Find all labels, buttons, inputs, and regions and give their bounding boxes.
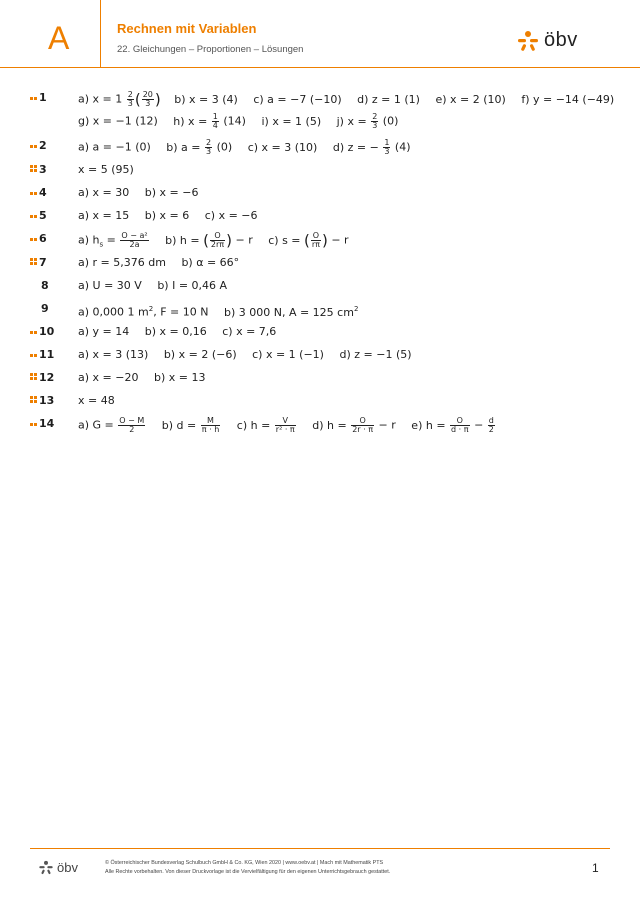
- difficulty-marker-icon: [30, 418, 37, 428]
- difficulty-marker-icon: [30, 233, 37, 243]
- difficulty-marker-icon: [30, 349, 37, 359]
- fraction: $\frac{1}{3}$: [384, 138, 390, 156]
- answer-line: a) y = 14 b) x = 0,16 c) x = 7,6: [78, 325, 277, 338]
- copyright-line: © Österreichischer Bundesverlag Schulbuch GmbH & Co. KG, Wien 2020 | www.oebv.at | Mach mit Mathematik PTS: [105, 860, 384, 866]
- difficulty-marker-icon: [30, 372, 37, 382]
- exercise-number: 7: [30, 256, 70, 270]
- answer-line: a) x = 30 b) x = −6: [78, 186, 199, 199]
- fraction: $\frac{O}{r\pi}$: [311, 231, 320, 249]
- answer-line: x = 5 (95): [78, 163, 134, 176]
- page-header: [0, 0, 640, 68]
- difficulty-marker-icon: [30, 257, 37, 267]
- fraction: $\frac{\text{O − a²}}{2a}$: [121, 231, 148, 249]
- answer-line: a) $h_s$ = $\frac{\text{O − a²}}{2a}$ b) h = ( $\frac{O}{2r\pi}$ ) − r c) s = ( $\frac{O}{r\pi}$ ) − r: [78, 231, 349, 250]
- fraction: $\frac{2}{3}$: [372, 112, 378, 130]
- footer-rule: [30, 848, 610, 849]
- fraction: $\frac{O}{d \cdot \pi}$: [451, 416, 469, 434]
- exercise-number: 11: [30, 348, 70, 362]
- exercise-number: 6: [30, 232, 70, 246]
- answer-line: a) r = 5,376 dm b) α = 66°: [78, 256, 240, 269]
- rights-line: Alle Rechte vorbehalten. Von dieser Druckvorlage ist die Vervielfältigung für den eigenen Unterrichtsgebrauch gestattet.: [105, 869, 391, 875]
- footer-copyright: [105, 859, 390, 877]
- exercise-number: 2: [30, 139, 70, 153]
- chapter-subtitle: 22. Gleichungen – Proportionen – Lösungen: [117, 44, 304, 55]
- difficulty-marker-icon: [30, 395, 37, 405]
- answer-line: a) a = −1 (0) b) a = $\frac{2}{3}$ (0) c) x = 3 (10) d) z = − $\frac{1}{3}$ (4): [78, 138, 411, 156]
- header-divider: [100, 0, 101, 67]
- exercise-number: 12: [30, 371, 70, 385]
- answer-line: a) x = 3 (13) b) x = 2 (−6) c) x = 1 (−1) d) z = −1 (5): [78, 348, 412, 361]
- fraction: $\frac{2}{3}$: [127, 90, 133, 108]
- obv-star-icon: [516, 30, 540, 52]
- difficulty-marker-icon: [30, 140, 37, 150]
- answer-line: a) x = 1 $\frac{2}{3}$ ( $\frac{20}{3}$ ) b) x = 3 (4) c) a = −7 (−10) d) z = 1 (1) e) x = 2 (10) f) y = −14 (−49): [78, 90, 615, 109]
- answer-line: g) x = −1 (12) h) x = $\frac{1}{4}$ (14) i) x = 1 (5) j) x = $\frac{2}{3}$ (0): [78, 112, 399, 130]
- answer-line: a) 0,000 1 $m^2$, F = 10 N b) 3 000 N, A = 125 $cm^2$: [78, 305, 359, 319]
- fraction: $\frac{V}{\text{r² · π}}$: [275, 416, 295, 434]
- answer-line: a) G = $\frac{O - M}{2}$ b) d = $\frac{M}{\pi \cdot h}$ c) h = $\frac{V}{\text{r² · π}}$ d) h = $\frac{O}{2r \cdot \pi}$ − r e) h = $\frac{O}{d \cdot \pi}$ − $\frac{d}{2}$: [78, 416, 494, 434]
- difficulty-marker-icon: [30, 187, 37, 197]
- fraction: $\frac{20}{3}$: [142, 90, 153, 108]
- chapter-title: Rechnen mit Variablen: [117, 21, 257, 36]
- exercise-number: 4: [30, 186, 70, 200]
- difficulty-marker-icon: [30, 210, 37, 220]
- section-letter: A: [48, 20, 70, 56]
- difficulty-marker-icon: [30, 326, 37, 336]
- answer-line: a) x = −20 b) x = 13: [78, 371, 206, 384]
- fraction: $\frac{O}{2r\pi}$: [210, 231, 225, 249]
- exercise-number: 1: [30, 91, 70, 105]
- publisher-logo: [516, 29, 578, 52]
- exercise-number: 8: [41, 279, 49, 292]
- fraction: $\frac{d}{2}$: [488, 416, 494, 434]
- answer-line: a) x = 15 b) x = 6 c) x = −6: [78, 209, 258, 222]
- logo-text: öbv: [544, 29, 578, 51]
- fraction: $\frac{1}{4}$: [212, 112, 218, 130]
- exercise-number: 5: [30, 209, 70, 223]
- exercise-number: 3: [30, 163, 70, 177]
- answer-line: x = 48: [78, 394, 115, 407]
- page-number: 1: [592, 861, 599, 875]
- answer-line: a) U = 30 V b) I = 0,46 A: [78, 279, 228, 292]
- fraction: $\frac{O - M}{2}$: [119, 416, 145, 434]
- obv-star-icon: [38, 860, 54, 875]
- fraction: $\frac{M}{\pi \cdot h}$: [201, 416, 220, 434]
- footer-logo: [38, 860, 78, 875]
- fraction: $\frac{2}{3}$: [206, 138, 212, 156]
- exercise-number: 13: [30, 394, 70, 408]
- header-rule: [0, 67, 640, 68]
- exercise-number: 14: [30, 417, 70, 431]
- difficulty-marker-icon: [30, 92, 37, 102]
- fraction: $\frac{O}{2r \cdot \pi}$: [352, 416, 374, 434]
- logo-text: öbv: [57, 860, 78, 875]
- difficulty-marker-icon: [30, 164, 37, 174]
- exercise-number: 10: [30, 325, 70, 339]
- exercise-number: 9: [41, 302, 49, 315]
